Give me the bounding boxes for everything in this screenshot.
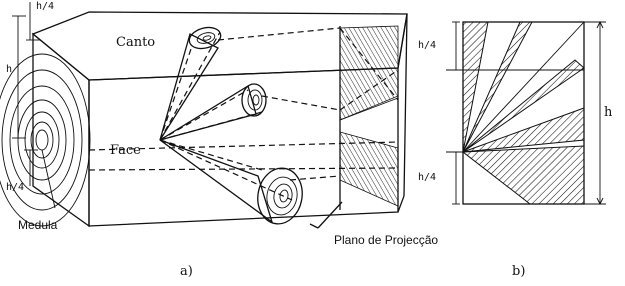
label-plano-de-projeccao: Plano de Projecção bbox=[334, 233, 439, 247]
label-h-quarter-top-b: h/4 bbox=[418, 40, 437, 51]
label-canto: Canto bbox=[116, 35, 156, 50]
label-h-quarter-bottom-a: h/4 bbox=[6, 182, 25, 193]
log-bottom bbox=[160, 140, 307, 227]
hatch-left-strip bbox=[463, 22, 488, 152]
label-h-a: h bbox=[6, 64, 13, 75]
projection-plane bbox=[340, 26, 398, 210]
label-h-quarter-top-a: h/4 bbox=[36, 1, 55, 12]
label-medula: Medula bbox=[18, 218, 58, 232]
figure-b-projection bbox=[418, 22, 613, 279]
label-h-quarter-bottom-b: h/4 bbox=[418, 172, 437, 183]
figure-a-timber-block bbox=[0, 1, 438, 279]
dimension-lines-a bbox=[12, 2, 40, 186]
label-h-b: h bbox=[604, 105, 613, 120]
label-face: Face bbox=[110, 143, 141, 158]
hatch-bottom-triangle bbox=[463, 146, 584, 204]
growth-rings bbox=[0, 54, 90, 226]
caption-a: a) bbox=[180, 264, 193, 279]
caption-b: b) bbox=[512, 264, 526, 279]
